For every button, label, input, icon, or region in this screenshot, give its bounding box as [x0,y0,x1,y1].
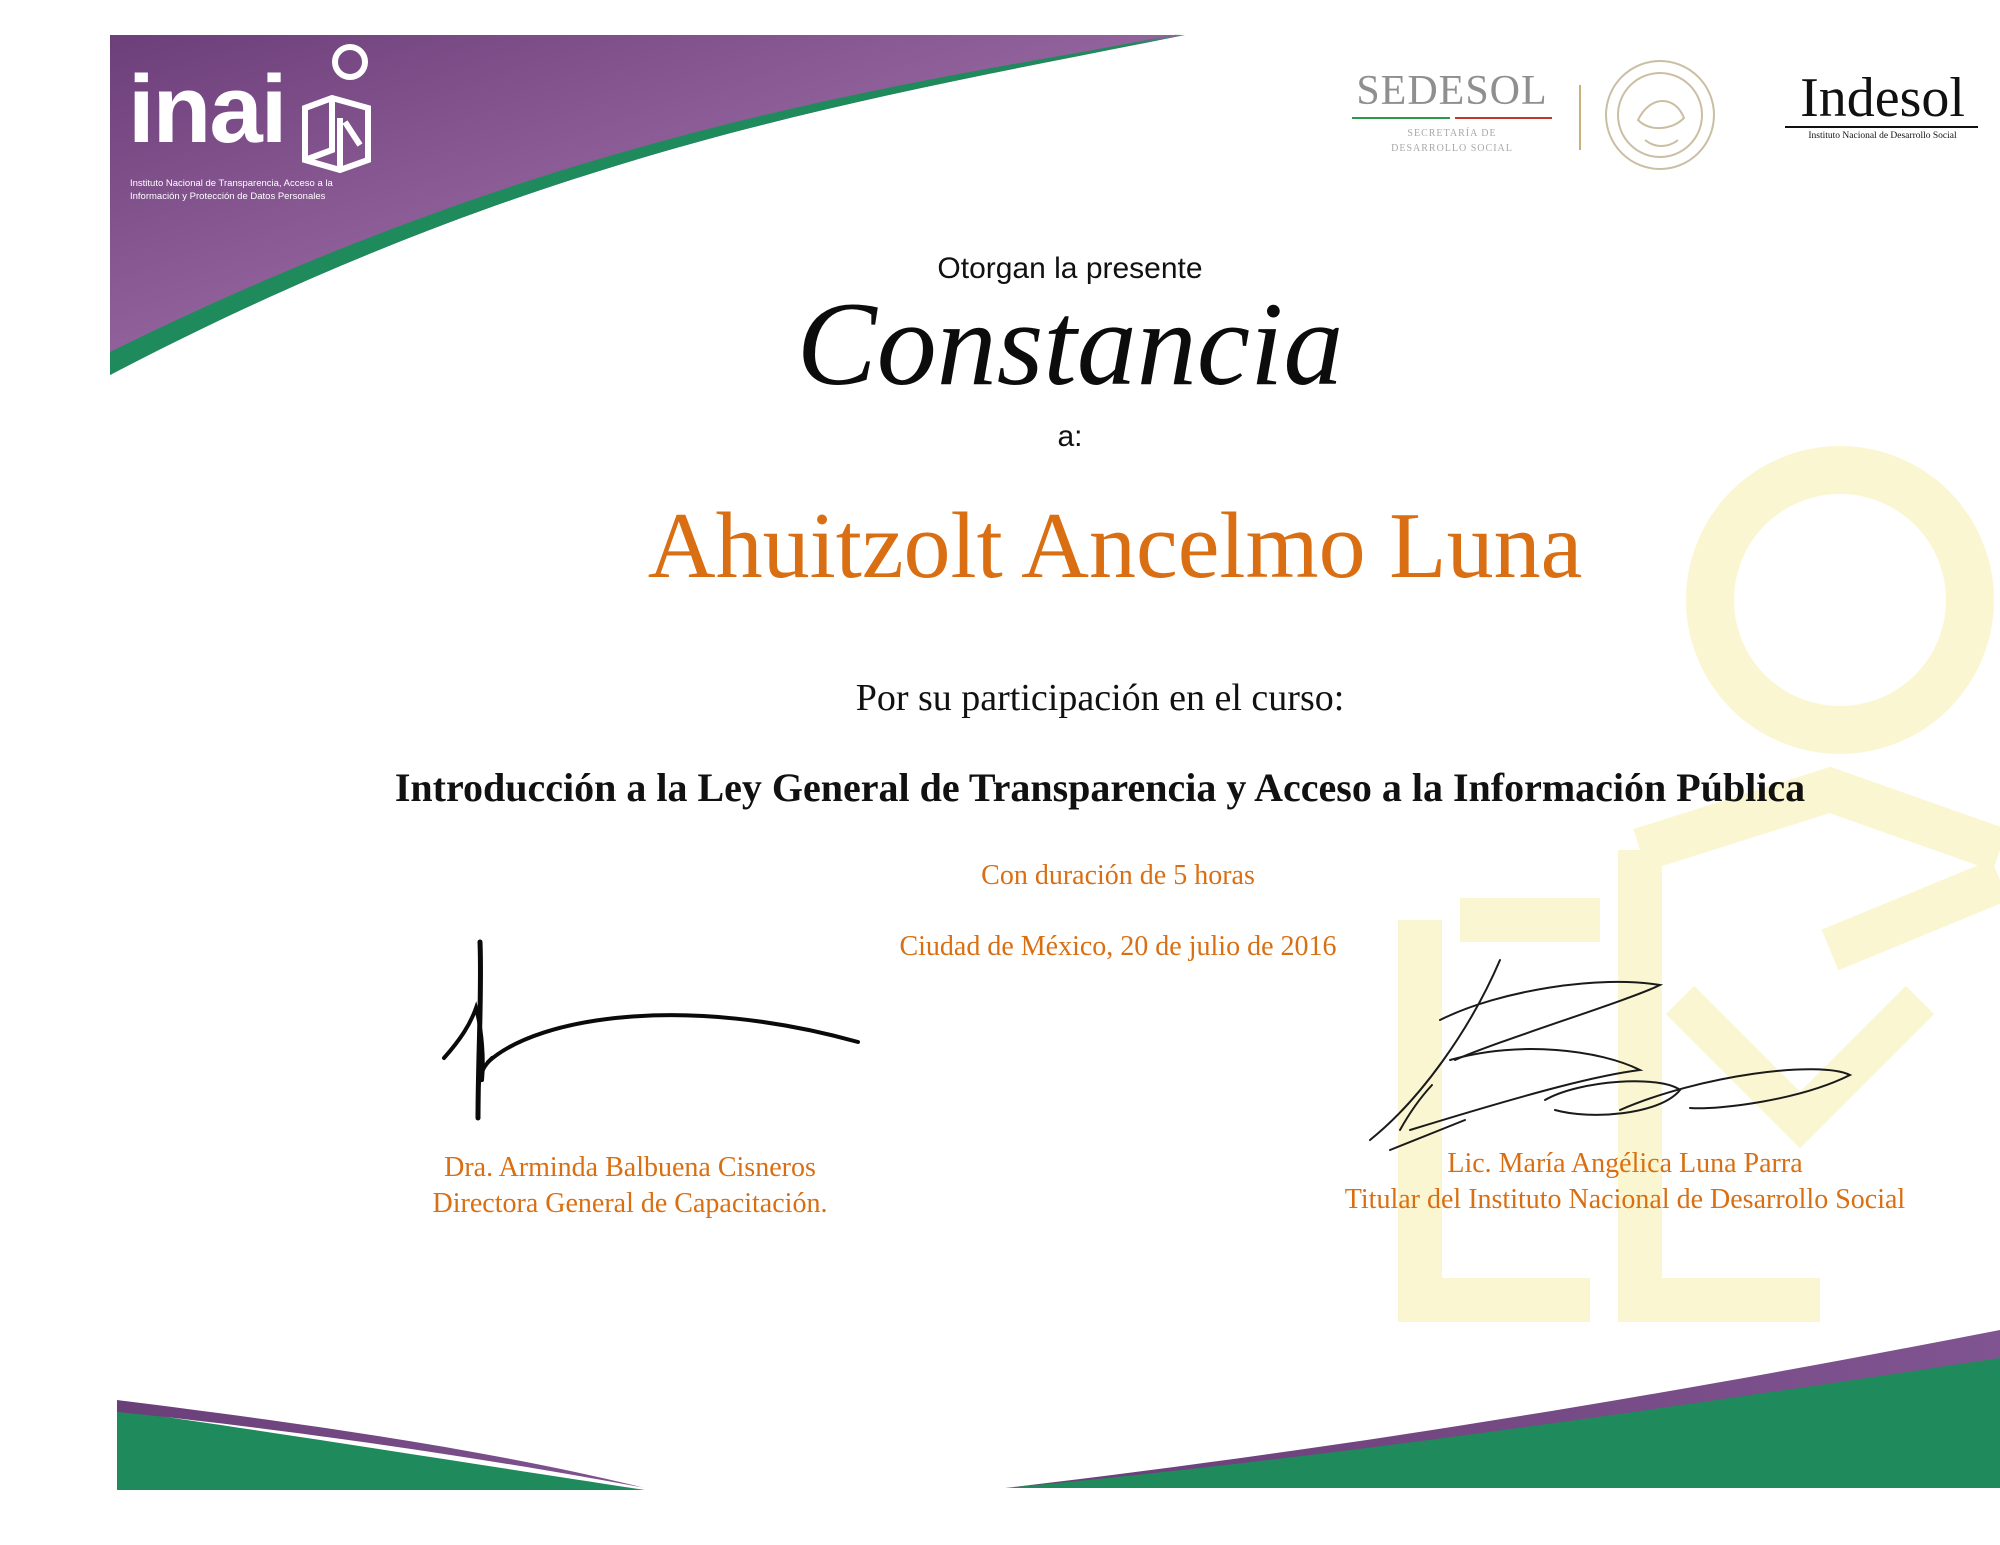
certificate-intro: Otorgan la presente [937,252,1203,285]
course-duration: Con duración de 5 horas [981,860,1255,891]
sedesol-subtitle-line1: SECRETARÍA DE [1407,128,1497,139]
sedesol-logo-subtitle [1352,126,1552,156]
coat-of-arms-seal [1606,61,1714,169]
inai-logo-subtitle [130,178,380,204]
sedesol-logo-wordmark: SEDESOL [1356,68,1548,114]
sedesol-subtitle-line2: DESARROLLO SOCIAL [1391,143,1513,154]
place-and-date: Ciudad de México, 20 de julio de 2016 [899,931,1337,962]
participation-text: Por su participación en el curso: [855,677,1345,719]
signature-left [444,942,858,1118]
signer-right-title: Titular del Instituto Nacional de Desarrollo Social [1344,1184,1906,1216]
signature-block-right [1275,1146,1975,1219]
signer-left-name: Dra. Arminda Balbuena Cisneros [444,1152,816,1183]
indesol-logo-wordmark: Indesol [1800,67,1965,129]
footer-band-left-green [117,1410,645,1490]
indesol-logo-subtitle: Instituto Nacional de Desarrollo Social [1808,131,1957,141]
inai-subtitle-line1: Instituto Nacional de Transparencia, Acceso a la [130,178,333,189]
signature-block-left [380,1150,880,1223]
signer-right-name: Lic. María Angélica Luna Parra [1447,1148,1803,1179]
inai-logo-wordmark: inai [128,56,286,163]
certificate-title: Constancia [796,277,1344,410]
inai-subtitle-line2: Información y Protección de Datos Personales [130,190,326,202]
course-name: Introducción a la Ley General de Transparencia y Acceso a la Información Pública [394,765,1806,810]
recipient-name: Ahuitzolt Ancelmo Luna [647,494,1583,598]
signer-left-title: Directora General de Capacitación. [432,1188,828,1220]
recipient-label: a: [1057,420,1083,453]
